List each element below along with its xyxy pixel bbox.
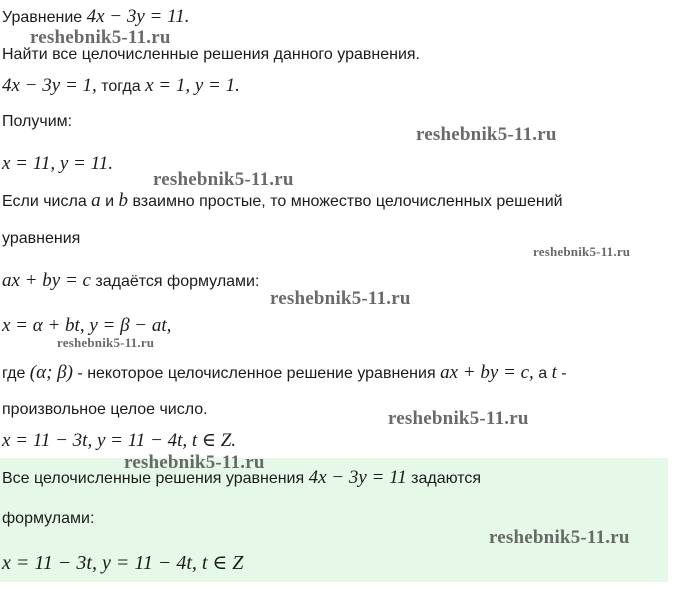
watermark: reshebnik5-11.ru <box>388 408 529 429</box>
var-a: a <box>91 190 101 211</box>
theorem-line-2: уравнения <box>2 230 81 247</box>
watermark: reshebnik5-11.ru <box>489 527 630 548</box>
watermark: reshebnik5-11.ru <box>124 452 265 473</box>
explanation-line-1 <box>2 362 567 385</box>
statement-equation: 4x − 3y = 11. <box>86 6 190 27</box>
aux-equation: 4x − 3y = 1, <box>2 75 97 96</box>
watermark: reshebnik5-11.ru <box>57 335 155 350</box>
dash-text: - <box>556 365 567 382</box>
answer-text-1: Все целочисленные решения уравнения <box>2 470 309 487</box>
answer-text-2: задаются <box>406 470 482 487</box>
particular-solution <box>2 153 113 176</box>
aux-solution: x = 1, y = 1. <box>145 75 240 96</box>
equation-statement <box>2 6 189 29</box>
particular-solution-line <box>2 75 240 98</box>
where-text: где <box>2 365 30 382</box>
answer-line-2: формулами: <box>2 510 95 527</box>
answer-equation: 4x − 3y = 11 <box>308 467 407 488</box>
formulas-text: задаётся формулами: <box>90 273 260 290</box>
watermark: reshebnik5-11.ru <box>270 288 411 309</box>
task-text: Найти все целочисленные решения данного уравнения. <box>2 46 420 63</box>
statement-label: Уравнение <box>2 9 87 26</box>
general-equation-line <box>2 270 259 293</box>
theorem-text-1: Если числа <box>2 193 92 210</box>
theorem-text-2: взаимно простые, то множество целочисленных решений <box>128 193 563 210</box>
explanation-line-2: произвольное целое число. <box>2 401 208 418</box>
theorem-line-1 <box>2 190 563 213</box>
watermark: reshebnik5-11.ru <box>533 244 631 259</box>
watermark: reshebnik5-11.ru <box>416 124 557 145</box>
specific-formula <box>2 430 236 453</box>
pair-alpha-beta: (α; β) <box>29 362 73 383</box>
answer-formula <box>2 552 243 576</box>
specific-formula-math: x = 11 − 3t, y = 11 − 4t, t ∈ Z. <box>2 430 237 451</box>
obtain-label: Получим: <box>2 113 73 130</box>
var-t: t <box>551 362 557 383</box>
and-text: и <box>100 193 119 210</box>
general-equation-inline: ax + by = c, <box>440 362 534 383</box>
general-formula-math: x = α + bt, y = β − at, <box>2 315 172 336</box>
general-equation: ax + by = c <box>2 270 91 291</box>
watermark: reshebnik5-11.ru <box>30 27 171 48</box>
answer-formula-math: x = 11 − 3t, y = 11 − 4t, t ∈ Z <box>2 552 244 574</box>
watermark: reshebnik5-11.ru <box>153 169 294 190</box>
then-text: тогда <box>96 78 146 95</box>
and-text-2: а <box>533 365 552 382</box>
var-b: b <box>118 190 128 211</box>
explanation-text: - некоторое целочисленное решение уравнения <box>72 365 441 382</box>
particular-solution-math: x = 11, y = 11. <box>2 153 113 174</box>
